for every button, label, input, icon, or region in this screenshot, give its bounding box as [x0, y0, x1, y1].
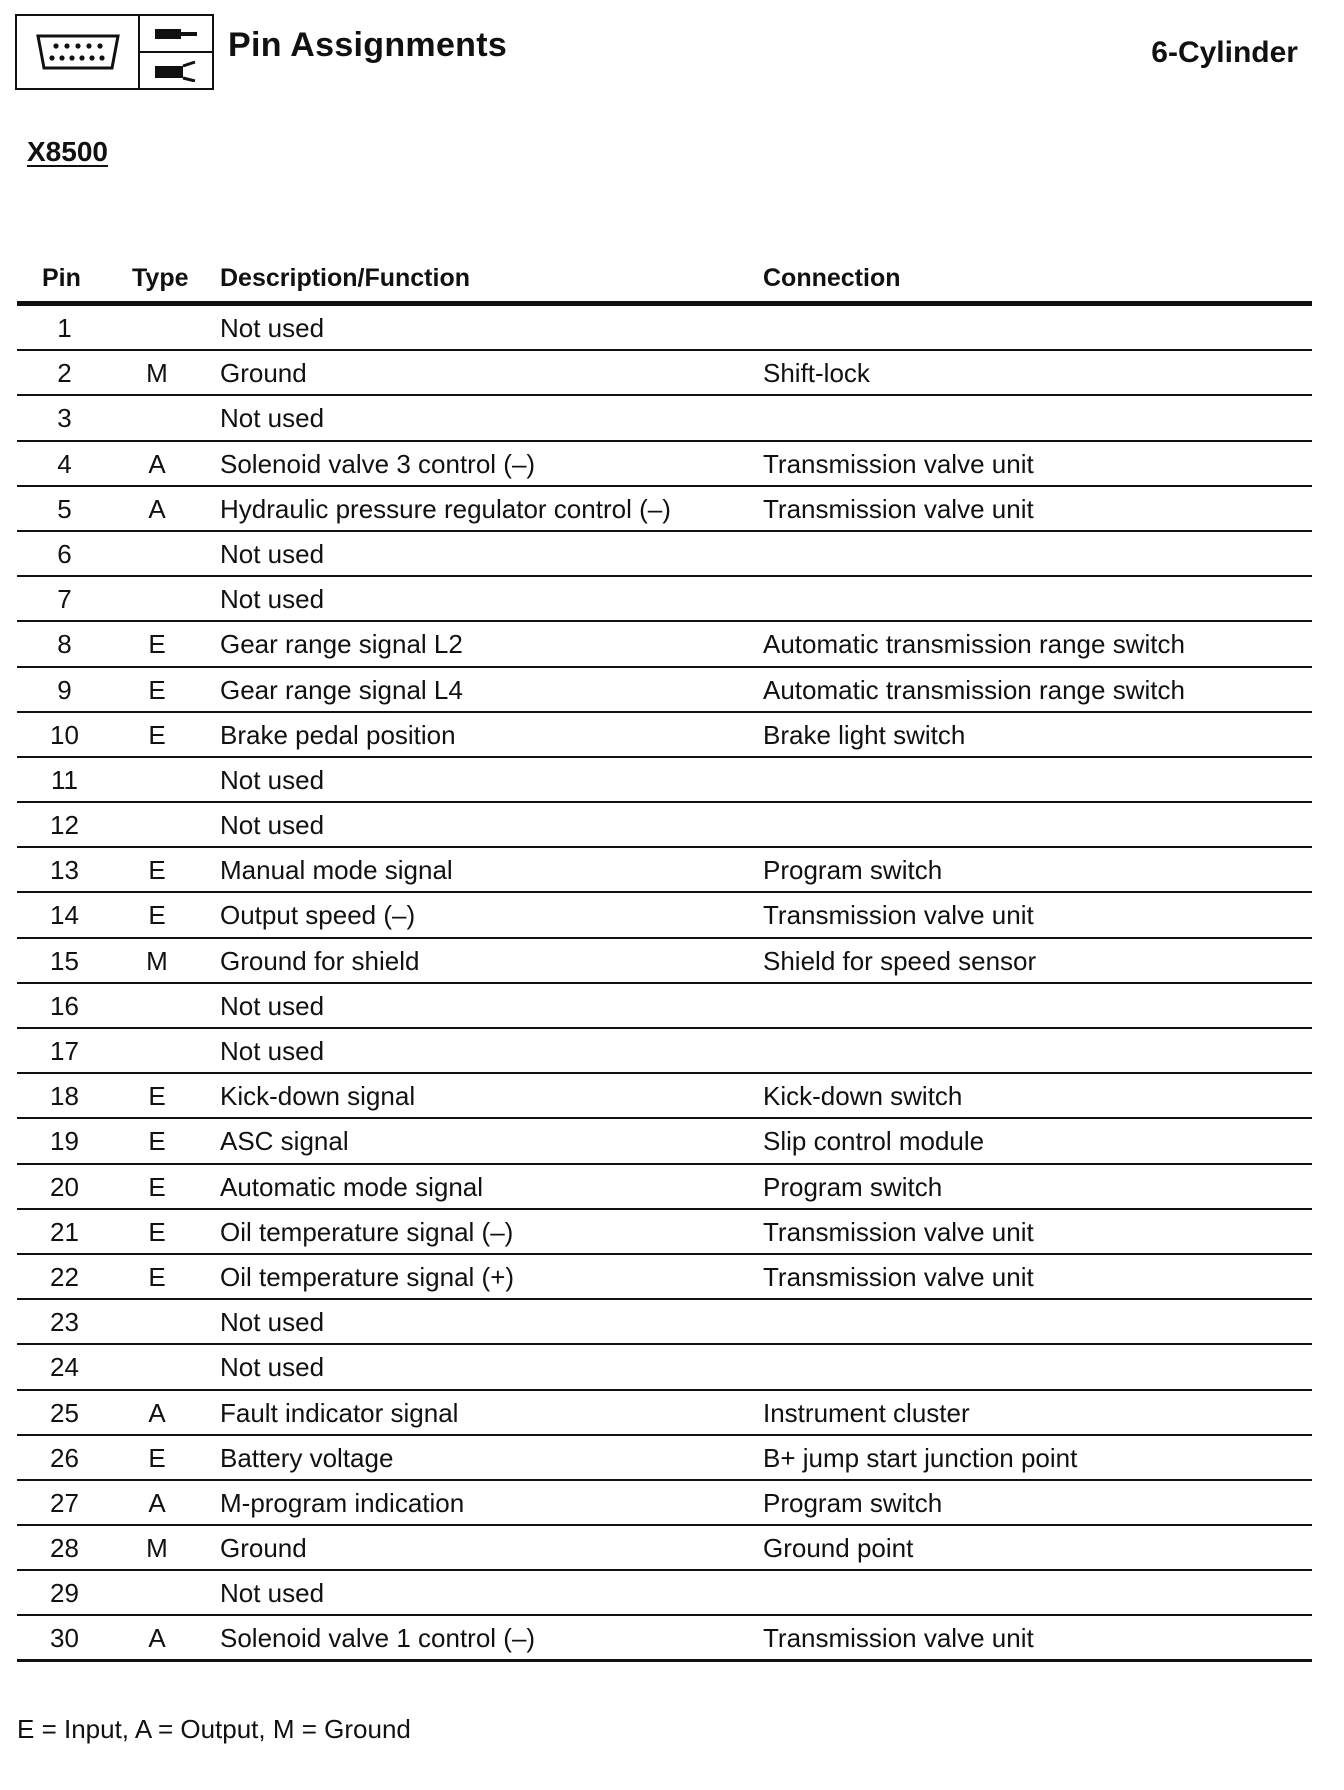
- table-row: [17, 1029, 1312, 1074]
- connection-cell: Transmission valve unit: [763, 900, 1034, 931]
- connection-cell: Transmission valve unit: [763, 1216, 1034, 1247]
- description-cell: Kick-down signal: [220, 1081, 416, 1112]
- description-cell: Not used: [220, 403, 325, 434]
- description-cell: M-program indication: [220, 1487, 465, 1518]
- type-cell: E: [148, 1216, 166, 1247]
- pin-cell: 16: [50, 990, 79, 1021]
- type-cell: E: [148, 1442, 166, 1473]
- type-cell: A: [148, 1623, 166, 1654]
- pin-cell: 18: [50, 1081, 79, 1112]
- terminal-socket-icon: [151, 60, 201, 82]
- description-cell: Solenoid valve 1 control (–): [220, 1623, 536, 1654]
- connection-cell: Transmission valve unit: [763, 1623, 1034, 1654]
- table-row: [17, 1436, 1312, 1481]
- description-cell: Ground: [220, 358, 307, 389]
- description-cell: Solenoid valve 3 control (–): [220, 448, 536, 479]
- connection-cell: Automatic transmission range switch: [763, 674, 1185, 705]
- pin-cell: 17: [50, 1036, 79, 1066]
- pin-cell: 25: [50, 1397, 79, 1428]
- type-cell: E: [148, 1171, 166, 1202]
- table-row: [17, 532, 1312, 577]
- type-legend: E = Input, A = Output, M = Ground: [17, 1714, 411, 1744]
- connection-cell: Ground point: [763, 1533, 914, 1564]
- pin-cell: 11: [51, 764, 78, 795]
- table-row: [17, 1345, 1312, 1390]
- type-cell: E: [148, 629, 166, 660]
- pin-cell: 20: [50, 1171, 79, 1202]
- terminal-pin-icon: [151, 23, 201, 45]
- pin-cell: 29: [50, 1578, 79, 1609]
- description-cell: Fault indicator signal: [220, 1397, 459, 1428]
- description-cell: Not used: [220, 584, 325, 615]
- description-cell: Not used: [220, 764, 325, 795]
- connection-cell: Transmission valve unit: [763, 493, 1034, 524]
- table-row: [17, 848, 1312, 893]
- terminal-cells: [140, 16, 212, 88]
- description-cell: Not used: [220, 990, 325, 1021]
- connection-cell: B+ jump start junction point: [763, 1442, 1078, 1473]
- description-cell: Hydraulic pressure regulator control (–): [220, 493, 671, 524]
- description-cell: Gear range signal L2: [220, 629, 463, 660]
- type-cell: E: [148, 1261, 166, 1292]
- pin-cell: 6: [57, 538, 72, 569]
- pin-cell: 2: [57, 358, 72, 389]
- description-cell: Brake pedal position: [220, 719, 456, 750]
- type-cell: A: [148, 448, 166, 479]
- pin-cell: 12: [50, 810, 79, 841]
- table-row: [17, 577, 1312, 622]
- header-connection: Connection: [763, 264, 901, 292]
- description-cell: Automatic mode signal: [220, 1171, 484, 1202]
- pin-cell: 10: [50, 719, 79, 750]
- table-row: [17, 396, 1312, 441]
- type-cell: E: [148, 855, 166, 886]
- description-cell: Not used: [220, 538, 325, 569]
- connection-cell: Brake light switch: [763, 719, 966, 750]
- pin-cell: 14: [50, 900, 79, 931]
- description-cell: Not used: [220, 1578, 325, 1609]
- description-cell: Not used: [220, 1036, 325, 1066]
- connection-cell: Slip control module: [763, 1126, 985, 1157]
- type-cell: E: [148, 674, 166, 705]
- connection-cell: Program switch: [763, 1171, 943, 1202]
- description-cell: Not used: [220, 1352, 325, 1383]
- description-cell: Oil temperature signal (–): [220, 1216, 514, 1247]
- table-row: [17, 1526, 1312, 1571]
- table-row: [17, 1481, 1312, 1526]
- pin-cell: 3: [57, 403, 72, 434]
- connection-cell: Transmission valve unit: [763, 1261, 1034, 1292]
- table-row: [17, 487, 1312, 532]
- pin-cell: 13: [50, 855, 79, 886]
- pin-cell: 9: [57, 674, 72, 705]
- table-row: [17, 306, 1312, 351]
- table-row: [17, 351, 1312, 396]
- pin-cell: 7: [57, 584, 72, 615]
- header-pin: Pin: [42, 264, 81, 292]
- table-row: [17, 622, 1312, 667]
- table-row: [17, 758, 1312, 803]
- pin-cell: 26: [50, 1442, 79, 1473]
- connection-cell: Instrument cluster: [763, 1397, 970, 1428]
- pin-cell: 15: [50, 945, 79, 976]
- connector-id: X8500: [27, 136, 108, 167]
- description-cell: Gear range signal L4: [220, 674, 463, 705]
- description-cell: Battery voltage: [220, 1442, 394, 1473]
- connection-cell: Automatic transmission range switch: [763, 629, 1185, 660]
- type-cell: M: [146, 1533, 168, 1564]
- pin-cell: 19: [50, 1126, 79, 1157]
- table-row: [17, 442, 1312, 487]
- pin-cell: 8: [57, 629, 72, 660]
- header-icon-box: [15, 14, 214, 90]
- page-title: Pin Assignments: [228, 26, 508, 64]
- connector-plug-cell: [17, 16, 140, 88]
- table-row: [17, 713, 1312, 758]
- table-body: [17, 306, 1312, 1662]
- description-cell: Ground for shield: [220, 945, 420, 976]
- connection-cell: Program switch: [763, 855, 943, 886]
- pin-table: [17, 258, 1312, 1662]
- connection-cell: Transmission valve unit: [763, 448, 1034, 479]
- table-row: [17, 1391, 1312, 1436]
- description-cell: Not used: [220, 313, 325, 343]
- pin-cell: 27: [50, 1487, 79, 1518]
- type-cell: A: [148, 493, 166, 524]
- table-row: [17, 1300, 1312, 1345]
- pin-cell: 5: [57, 493, 72, 524]
- type-cell: A: [148, 1487, 166, 1518]
- table-row: [17, 1616, 1312, 1661]
- table-row: [17, 1074, 1312, 1119]
- table-row: [17, 1119, 1312, 1164]
- table-header: [17, 258, 1312, 306]
- description-cell: Oil temperature signal (+): [220, 1261, 515, 1292]
- pin-cell: 24: [50, 1352, 79, 1383]
- type-cell: E: [148, 1081, 166, 1112]
- pin-cell: 4: [57, 448, 72, 479]
- type-cell: E: [148, 900, 166, 931]
- description-cell: Manual mode signal: [220, 855, 453, 886]
- table-row: [17, 1571, 1312, 1616]
- pin-cell: 28: [50, 1533, 79, 1564]
- engine-variant: 6-Cylinder: [1151, 36, 1298, 69]
- table-row: [17, 984, 1312, 1029]
- type-cell: E: [148, 719, 166, 750]
- terminal-pin-cell: [140, 16, 212, 51]
- type-cell: M: [146, 945, 168, 976]
- table-row: [17, 1255, 1312, 1300]
- pin-cell: 22: [50, 1261, 79, 1292]
- table-row: [17, 939, 1312, 984]
- description-cell: Not used: [220, 1307, 325, 1338]
- connection-cell: Shift-lock: [763, 358, 870, 389]
- pin-cell: 21: [50, 1216, 79, 1247]
- description-cell: ASC signal: [220, 1126, 349, 1157]
- type-cell: M: [146, 358, 168, 389]
- terminal-socket-cell: [140, 51, 212, 88]
- header-type: Type: [132, 264, 189, 292]
- connection-cell: Program switch: [763, 1487, 943, 1518]
- connection-cell: Shield for speed sensor: [763, 945, 1037, 976]
- description-cell: Ground: [220, 1533, 307, 1564]
- pin-cell: 23: [50, 1307, 79, 1338]
- table-row: [17, 1165, 1312, 1210]
- pin-cell: 30: [50, 1623, 79, 1654]
- pin-cell: 1: [57, 313, 72, 343]
- header-description: Description/Function: [220, 264, 470, 292]
- table-row: [17, 668, 1312, 713]
- description-cell: Not used: [220, 810, 325, 841]
- table-row: [17, 1210, 1312, 1255]
- type-cell: E: [148, 1126, 166, 1157]
- table-row: [17, 803, 1312, 848]
- description-cell: Output speed (–): [220, 900, 416, 931]
- connection-cell: Kick-down switch: [763, 1081, 963, 1112]
- table-row: [17, 893, 1312, 938]
- connector-plug-icon: [32, 32, 124, 72]
- type-cell: A: [148, 1397, 166, 1428]
